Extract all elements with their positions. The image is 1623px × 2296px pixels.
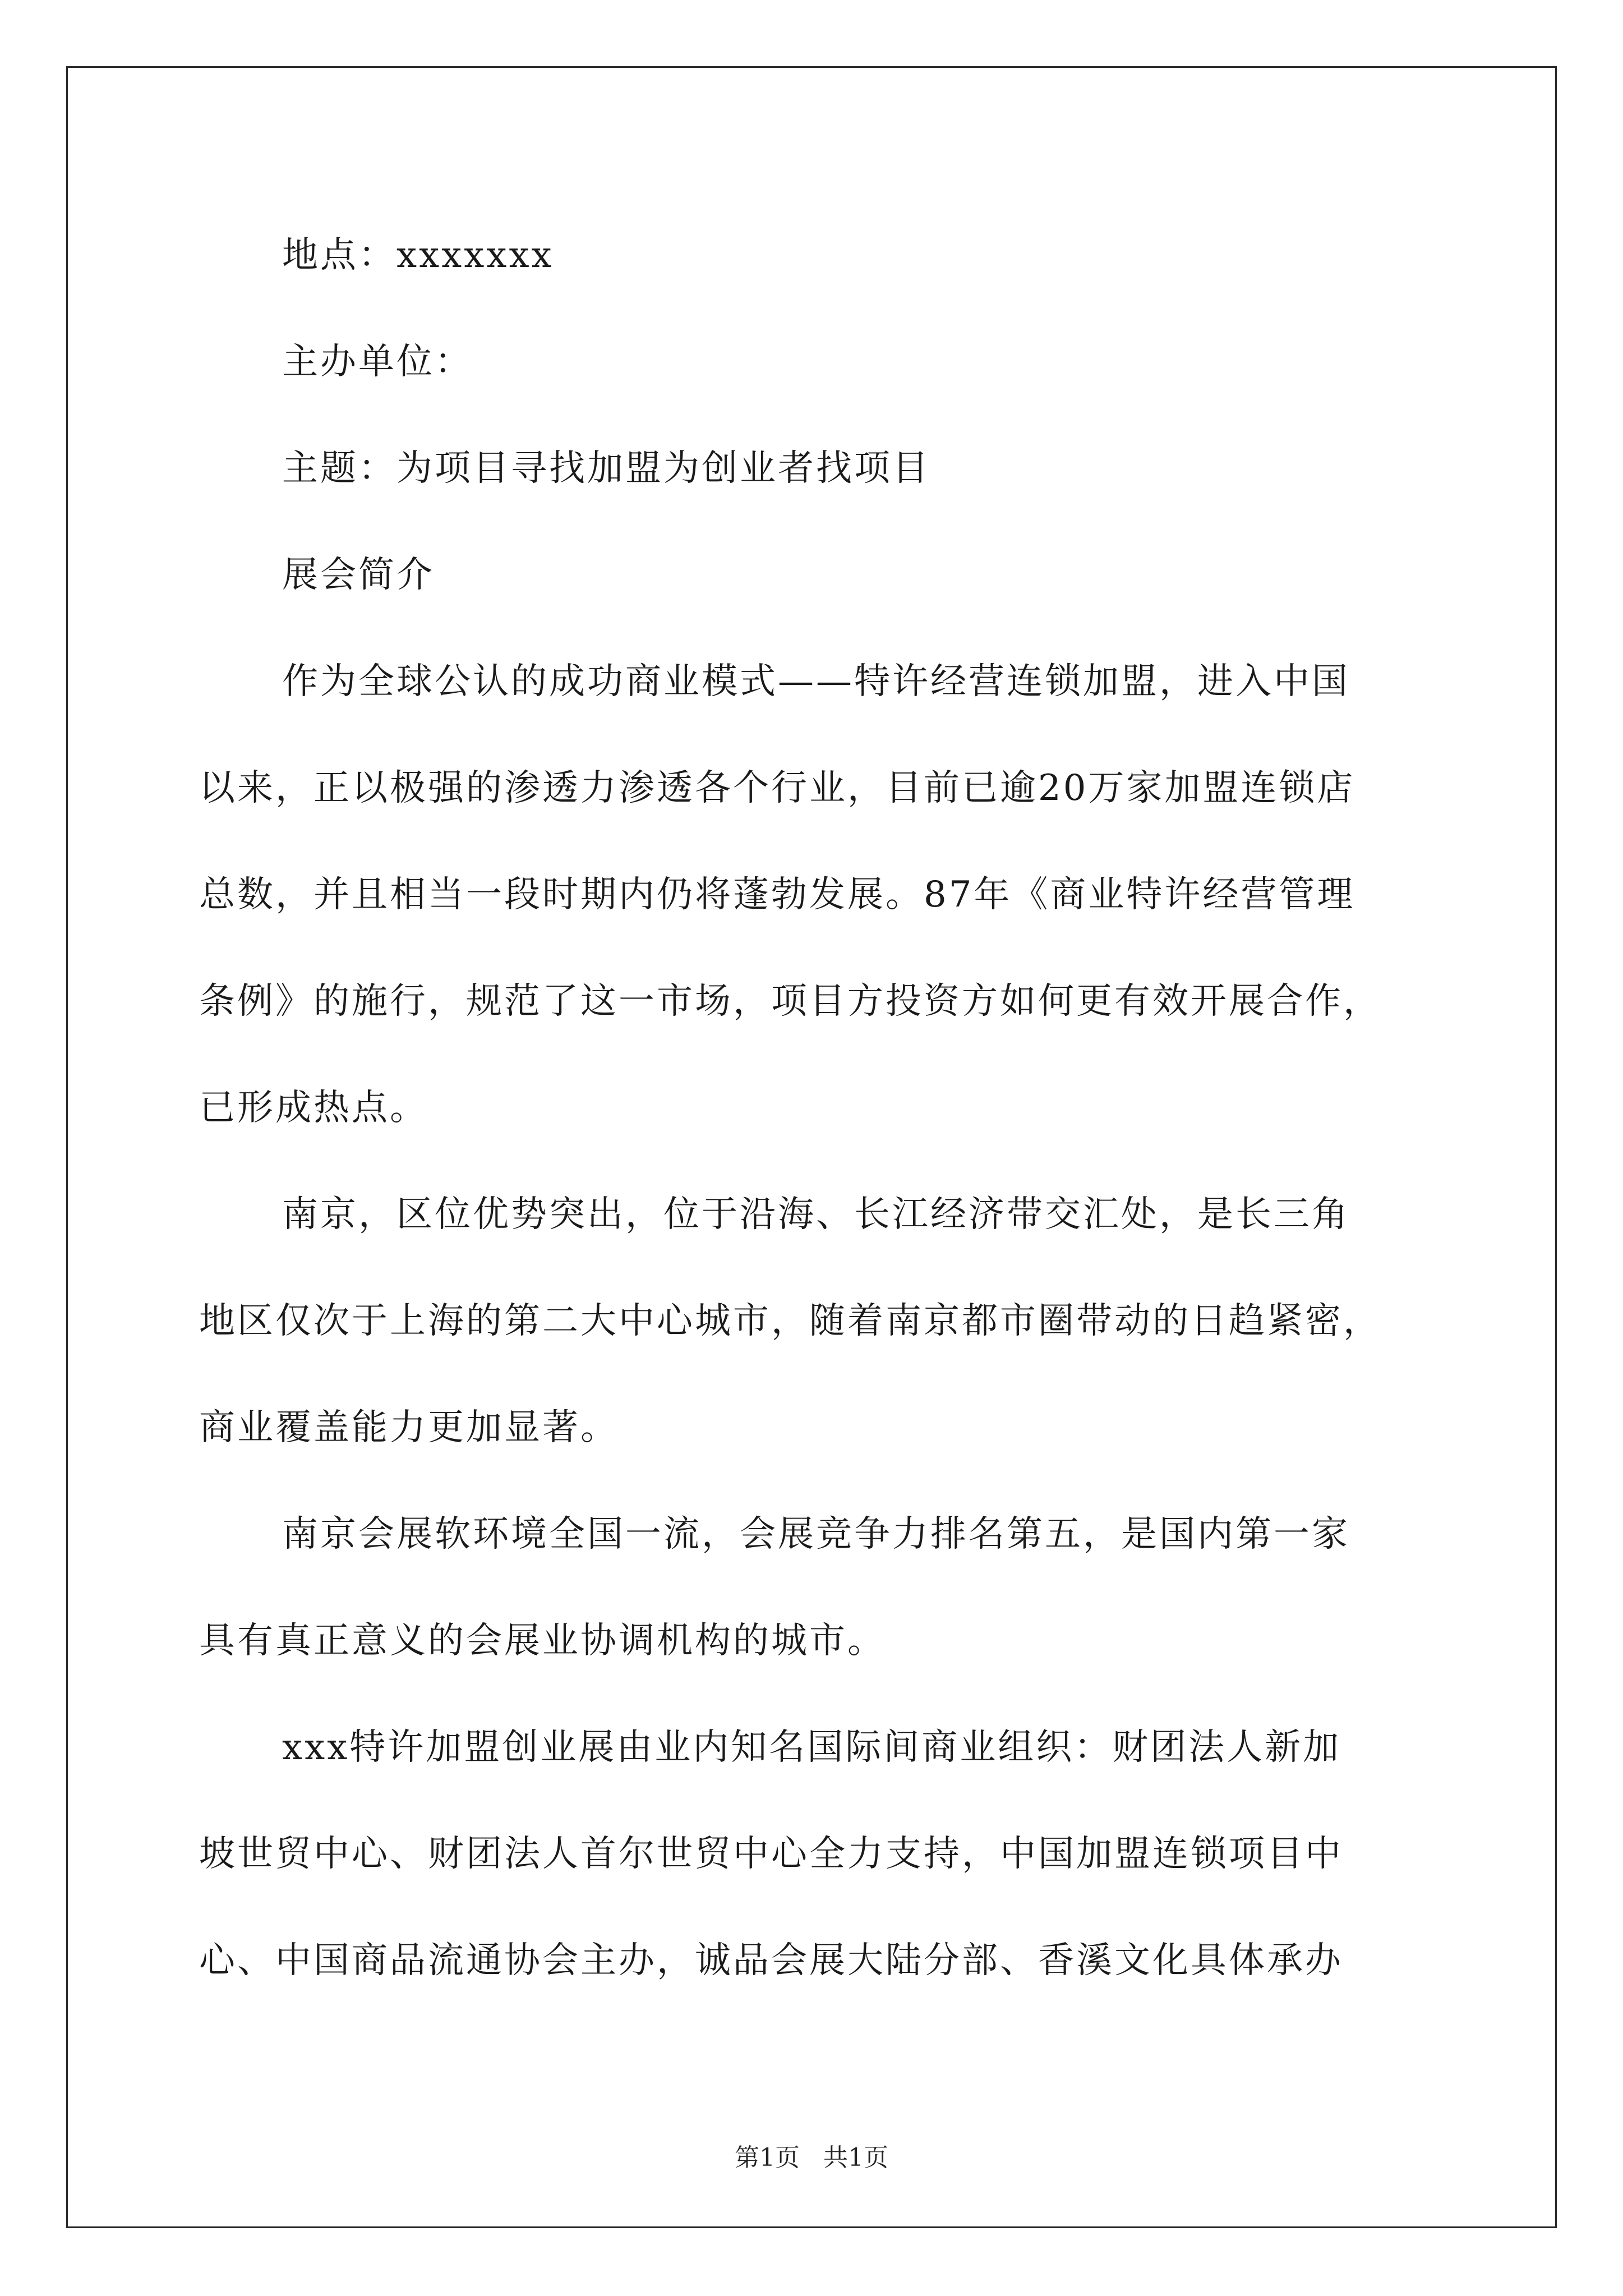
location-line: 地点：xxxxxxx: [282, 234, 554, 276]
paragraph-line: 心、中国商品流通协会主办，诚品会展大陆分部、香溪文化具体承办: [199, 1940, 1343, 1981]
page-number-total: 共1页: [823, 2143, 888, 2172]
page-number-current: 第1页: [735, 2143, 800, 2172]
paragraph-line: xxx特许加盟创业展由业内知名国际间商业组织：财团法人新加: [282, 1727, 1341, 1768]
paragraph-line: 已形成热点。: [199, 1087, 428, 1129]
paragraph-line: 地区仅次于上海的第二大中心城市，随着南京都市圈带动的日趋紧密，: [199, 1300, 1381, 1342]
paragraph-line: 南京会展软环境全国一流，会展竞争力排名第五，是国内第一家: [282, 1513, 1350, 1555]
paragraph-line: 以来，正以极强的渗透力渗透各个行业，目前已逾20万家加盟连锁店: [199, 767, 1355, 809]
paragraph-line: 条例》的施行，规范了这一市场，项目方投资方如何更有效开展合作，: [199, 981, 1381, 1022]
document-body: [199, 202, 1436, 2014]
page-footer: [0, 2137, 1623, 2173]
section-title: 展会简介: [282, 554, 435, 596]
paragraph-line: 总数，并且相当一段时期内仍将蓬勃发展。87年《商业特许经营管理: [199, 874, 1355, 915]
paragraph-line: 坡世贸中心、财团法人首尔世贸中心全力支持，中国加盟连锁项目中: [199, 1833, 1343, 1875]
theme-line: 主题：为项目寻找加盟为创业者找项目: [282, 448, 930, 489]
paragraph-line: 作为全球公认的成功商业模式——特许经营连锁加盟，进入中国: [282, 661, 1350, 702]
paragraph-line: 具有真正意义的会展业协调机构的城市。: [199, 1620, 886, 1662]
paragraph-line: 南京，区位优势突出，位于沿海、长江经济带交汇处，是长三角: [282, 1194, 1350, 1235]
paragraph-line: 商业覆盖能力更加显著。: [199, 1407, 619, 1448]
organizer-line: 主办单位：: [282, 341, 473, 383]
